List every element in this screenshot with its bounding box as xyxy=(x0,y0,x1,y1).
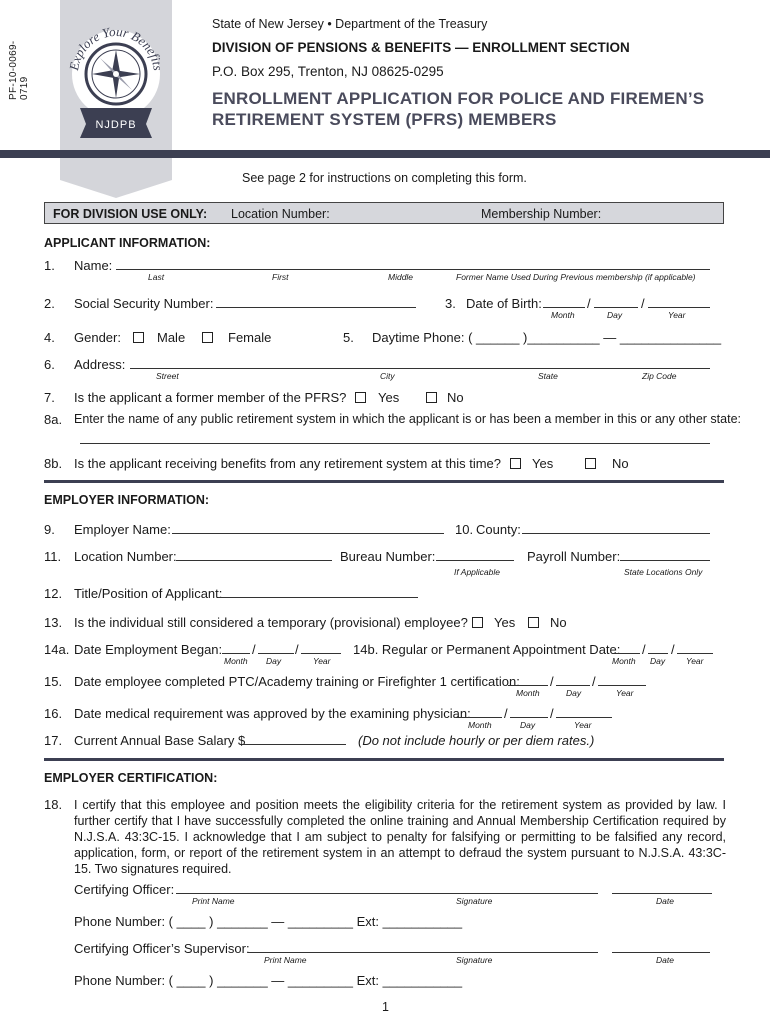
former-name-caption: Former Name Used During Previous membership (if applicable) xyxy=(456,272,696,282)
year-caption: Year xyxy=(574,720,592,730)
academy-training-label: Date employee completed PTC/Academy training or Firefighter 1 certification: xyxy=(74,674,520,689)
appointment-month-field[interactable] xyxy=(612,653,640,654)
division-use-label: FOR DIVISION USE ONLY: xyxy=(53,207,208,221)
employment-began-month-field[interactable] xyxy=(222,653,250,654)
month-caption: Month xyxy=(468,720,492,730)
employment-began-day-field[interactable] xyxy=(258,653,294,654)
officer-phone-field[interactable]: Phone Number: ( ____ ) _______ — _________ Ext: ___________ xyxy=(74,914,463,929)
no-label: No xyxy=(612,456,629,471)
street-caption: Street xyxy=(156,371,179,381)
year-caption: Year xyxy=(686,656,704,666)
state-locations-caption: State Locations Only xyxy=(624,567,703,577)
certification-text: I certify that this employee and position meets the eligibility criteria for the retirement system as provided by law. I further certify that I have successfully completed the online training and Annual Membership Certification required by N.J.S.A. 43:3C-15. I acknowledge that I am subject to penalty for falsifying or permitting to be falsified any record, application, form, or report of the retirement system in an attempt to defraud the system pursuant to N.J.S.A. 43:3C-15. Two signatures required. xyxy=(74,798,726,876)
appointment-day-field[interactable] xyxy=(648,653,668,654)
applicant-heading: APPLICANT INFORMATION: xyxy=(44,236,211,250)
temporary-employee-question: Is the individual still considered a temporary (provisional) employee? xyxy=(74,615,468,630)
month-caption: Month xyxy=(551,310,575,320)
item-number: 15. xyxy=(44,674,63,689)
address-field[interactable] xyxy=(130,368,710,369)
form-title-line2: RETIREMENT SYSTEM (PFRS) MEMBERS xyxy=(212,110,557,129)
logo-arc-text: Explore Your Benefits xyxy=(66,23,166,72)
state-caption: State xyxy=(538,371,558,381)
supervisor-date-field[interactable] xyxy=(612,952,710,953)
payroll-number-field[interactable] xyxy=(620,560,710,561)
item-number: 7. xyxy=(44,390,55,405)
former-member-yes-checkbox[interactable] xyxy=(355,392,366,403)
print-name-caption: Print Name xyxy=(264,955,307,965)
njdpb-logo-banner xyxy=(60,0,172,198)
location-number-label: Location Number: xyxy=(231,207,330,221)
item-number: 14a. xyxy=(44,642,70,657)
certifying-officer-date-field[interactable] xyxy=(612,893,712,894)
supervisor-phone-field[interactable]: Phone Number: ( ____ ) _______ — _________ Ext: ___________ xyxy=(74,973,463,988)
certifying-officer-field[interactable] xyxy=(176,893,598,894)
male-label: Male xyxy=(157,330,186,345)
header-address: P.O. Box 295, Trenton, NJ 08625-0295 xyxy=(212,64,444,79)
day-caption: Day xyxy=(566,688,582,698)
item-number: 2. xyxy=(44,296,55,311)
month-caption: Month xyxy=(516,688,540,698)
appointment-date-label: 14b. Regular or Permanent Appointment Date: xyxy=(353,642,621,657)
salary-label: Current Annual Base Salary $ xyxy=(74,733,246,748)
medical-month-field[interactable] xyxy=(456,717,502,718)
name-label: Name: xyxy=(74,258,113,273)
item-number: 4. xyxy=(44,330,55,345)
benefits-no-checkbox[interactable] xyxy=(585,458,596,469)
employment-began-label: Date Employment Began: xyxy=(74,642,223,657)
first-caption: First xyxy=(272,272,289,282)
day-caption: Day xyxy=(520,720,536,730)
bureau-number-field[interactable] xyxy=(436,560,514,561)
item-number: 3. xyxy=(445,296,456,311)
academy-year-field[interactable] xyxy=(598,685,646,686)
salary-field[interactable] xyxy=(242,744,346,745)
item-number: 18. xyxy=(44,797,63,812)
certification-heading: EMPLOYER CERTIFICATION: xyxy=(44,771,218,785)
other-system-field[interactable] xyxy=(80,443,710,444)
payroll-number-label: Payroll Number: xyxy=(527,549,621,564)
item-number: 1. xyxy=(44,258,55,273)
salary-note: (Do not include hourly or per diem rates.) xyxy=(358,733,595,748)
form-code: PF-10-0069-0719 xyxy=(8,40,30,100)
supervisor-label: Certifying Officer’s Supervisor: xyxy=(74,941,250,956)
appointment-year-field[interactable] xyxy=(677,653,713,654)
item-number: 17. xyxy=(44,733,63,748)
dob-day-field[interactable] xyxy=(594,307,638,308)
temporary-no-checkbox[interactable] xyxy=(528,617,539,628)
no-label: No xyxy=(447,390,464,405)
form-title-line1: ENROLLMENT APPLICATION FOR POLICE AND FIREMEN’S xyxy=(212,89,705,108)
item-number: 5. xyxy=(343,330,354,345)
female-checkbox[interactable] xyxy=(202,332,213,343)
title-position-field[interactable] xyxy=(218,597,418,598)
middle-caption: Middle xyxy=(388,272,414,282)
county-field[interactable] xyxy=(522,533,710,534)
academy-month-field[interactable] xyxy=(508,685,548,686)
title-position-label: Title/Position of Applicant: xyxy=(74,586,223,601)
medical-day-field[interactable] xyxy=(510,717,548,718)
month-caption: Month xyxy=(612,656,636,666)
bureau-number-label: Bureau Number: xyxy=(340,549,436,564)
medical-approval-label: Date medical requirement was approved by the examining physician: xyxy=(74,706,471,721)
membership-number-label: Membership Number: xyxy=(481,207,602,221)
location-number-field[interactable] xyxy=(176,560,332,561)
item-number: 8a. xyxy=(44,412,63,427)
year-caption: Year xyxy=(668,310,686,320)
item-number: 16. xyxy=(44,706,63,721)
employer-name-field[interactable] xyxy=(172,533,444,534)
yes-label: Yes xyxy=(378,390,400,405)
benefits-yes-checkbox[interactable] xyxy=(510,458,521,469)
daytime-phone-field[interactable]: Daytime Phone: ( ______ )__________ — ______________ xyxy=(372,330,722,345)
date-caption: Date xyxy=(656,896,674,906)
receiving-benefits-question: Is the applicant receiving benefits from any retirement system at this time? xyxy=(74,456,502,471)
yes-label: Yes xyxy=(494,615,516,630)
no-label: No xyxy=(550,615,567,630)
item-number: 9. xyxy=(44,522,55,537)
section-divider xyxy=(44,758,724,761)
ssn-label: Social Security Number: xyxy=(74,296,214,311)
employer-name-label: Employer Name: xyxy=(74,522,171,537)
dob-label: Date of Birth: xyxy=(466,296,542,311)
supervisor-field[interactable] xyxy=(248,952,598,953)
yes-label: Yes xyxy=(532,456,554,471)
temporary-yes-checkbox[interactable] xyxy=(472,617,483,628)
county-label: County: xyxy=(476,522,521,537)
female-label: Female xyxy=(228,330,272,345)
former-member-no-checkbox[interactable] xyxy=(426,392,437,403)
ssn-field[interactable] xyxy=(216,307,416,308)
print-name-caption: Print Name xyxy=(192,896,235,906)
dob-year-field[interactable] xyxy=(648,307,710,308)
page-number: 1 xyxy=(382,1000,389,1014)
former-member-question: Is the applicant a former member of the PFRS? xyxy=(74,390,347,405)
item-number: 12. xyxy=(44,586,63,601)
item-number: 11. xyxy=(44,549,62,564)
header-divider xyxy=(0,150,770,158)
employment-began-year-field[interactable] xyxy=(301,653,341,654)
male-checkbox[interactable] xyxy=(133,332,144,343)
division-use-box xyxy=(44,202,724,224)
medical-year-field[interactable] xyxy=(556,717,612,718)
city-caption: City xyxy=(380,371,395,381)
address-label: Address: xyxy=(74,357,126,372)
item-number: 13. xyxy=(44,615,63,630)
year-caption: Year xyxy=(616,688,634,698)
section-divider xyxy=(44,480,724,483)
if-applicable-caption: If Applicable xyxy=(454,567,500,577)
header-division: DIVISION OF PENSIONS & BENEFITS — ENROLLMENT SECTION xyxy=(212,40,630,55)
certifying-officer-label: Certifying Officer: xyxy=(74,882,175,897)
header-agency: State of New Jersey • Department of the Treasury xyxy=(212,17,488,31)
date-caption: Date xyxy=(656,955,674,965)
employer-heading: EMPLOYER INFORMATION: xyxy=(44,493,210,507)
day-caption: Day xyxy=(266,656,282,666)
name-field[interactable] xyxy=(116,269,710,270)
item-number: 8b. xyxy=(44,456,63,471)
month-caption: Month xyxy=(224,656,248,666)
location-number-label: Location Number: xyxy=(74,549,177,564)
logo-badge-text: NJDPB xyxy=(95,119,137,131)
instructions-note: See page 2 for instructions on completing this form. xyxy=(242,171,527,185)
other-system-question: Enter the name of any public retirement system in which the applicant is or has been a member in this or any other state: xyxy=(74,412,742,426)
item-number: 10. xyxy=(455,522,474,537)
signature-caption: Signature xyxy=(456,896,493,906)
dob-month-field[interactable] xyxy=(543,307,585,308)
last-caption: Last xyxy=(148,272,165,282)
day-caption: Day xyxy=(607,310,623,320)
year-caption: Year xyxy=(313,656,331,666)
academy-day-field[interactable] xyxy=(556,685,590,686)
day-caption: Day xyxy=(650,656,666,666)
gender-label: Gender: xyxy=(74,330,121,345)
zip-caption: Zip Code xyxy=(642,371,677,381)
item-number: 6. xyxy=(44,357,55,372)
signature-caption: Signature xyxy=(456,955,493,965)
